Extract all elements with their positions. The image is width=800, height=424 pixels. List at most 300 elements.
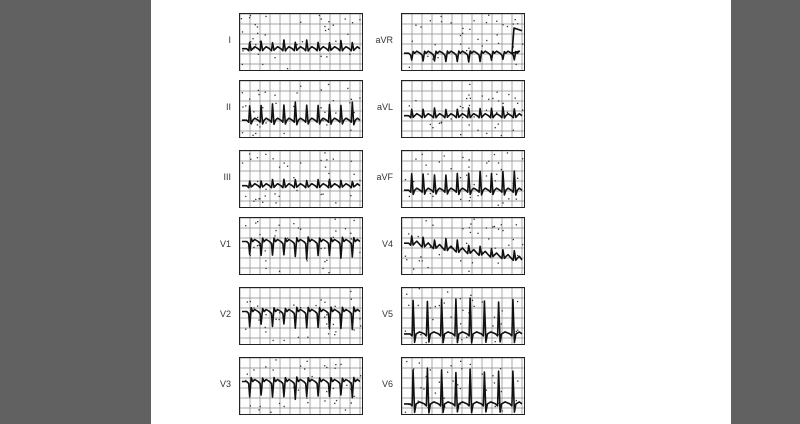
grid-dot <box>265 34 266 35</box>
grid-dot <box>265 92 266 93</box>
grid-dot <box>422 154 423 155</box>
grid-dot <box>265 122 266 123</box>
grid-dot <box>328 29 329 30</box>
ecg-trace <box>402 81 524 137</box>
grid-dot <box>441 21 442 22</box>
grid-dot <box>462 28 463 29</box>
grid-dot <box>255 133 256 134</box>
grid-dot <box>335 368 336 369</box>
ecg-strip <box>401 80 525 138</box>
grid-dot <box>258 198 259 199</box>
grid-dot <box>307 260 308 261</box>
grid-dot <box>359 180 360 181</box>
grid-dot <box>335 41 336 42</box>
grid-dot <box>284 133 285 134</box>
grid-dot <box>253 369 254 370</box>
grid-dot <box>477 130 478 131</box>
grid-dot <box>279 403 280 404</box>
grid-dot <box>287 166 288 167</box>
grid-dot <box>517 301 518 302</box>
grid-dot <box>426 165 427 166</box>
grid-dot <box>502 202 503 203</box>
grid-dot <box>265 195 266 196</box>
grid-dot <box>274 193 275 194</box>
grid-dot <box>287 238 288 239</box>
grid-dot <box>262 64 263 65</box>
grid-dot <box>460 199 461 200</box>
grid-dot <box>349 102 350 103</box>
grid-dot <box>477 39 478 40</box>
grid-dot <box>345 18 346 19</box>
lead-label: III <box>223 172 231 182</box>
grid-dot <box>324 365 325 366</box>
grid-dot <box>351 238 352 239</box>
grid-dot <box>462 228 463 229</box>
grid-dot <box>502 103 503 104</box>
grid-dot <box>516 331 517 332</box>
grid-dot <box>242 106 243 107</box>
grid-dot <box>409 105 410 106</box>
grid-dot <box>413 269 414 270</box>
grid-dot <box>245 329 246 330</box>
grid-dot <box>324 400 325 401</box>
grid-dot <box>469 84 470 85</box>
grid-dot <box>492 325 493 326</box>
grid-dot <box>498 229 499 230</box>
grid-dot <box>334 334 335 335</box>
grid-dot <box>419 260 420 261</box>
grid-dot <box>307 337 308 338</box>
grid-dot <box>260 406 261 407</box>
lead-label: V6 <box>381 379 393 389</box>
grid-dot <box>469 29 470 30</box>
grid-dot <box>333 25 334 26</box>
grid-dot <box>496 21 497 22</box>
grid-dot <box>486 162 487 163</box>
grid-dot <box>298 227 299 228</box>
grid-dot <box>335 219 336 220</box>
lead-label: aVF <box>376 172 393 182</box>
grid-dot <box>273 340 274 341</box>
grid-dot <box>513 239 514 240</box>
grid-dot <box>333 388 334 389</box>
grid-dot <box>486 40 487 41</box>
ecg-trace <box>240 14 362 70</box>
grid-dot <box>408 305 409 306</box>
lead-label: V2 <box>219 309 231 319</box>
grid-dot <box>444 155 445 156</box>
grid-dot <box>415 159 416 160</box>
grid-dot <box>444 302 445 303</box>
grid-dot <box>300 307 301 308</box>
grid-dot <box>460 35 461 36</box>
grid-dot <box>279 319 280 320</box>
grid-dot <box>345 409 346 410</box>
grid-dot <box>513 130 514 131</box>
grid-dot <box>293 305 294 306</box>
grid-dot <box>405 412 406 413</box>
grid-dot <box>354 329 355 330</box>
grid-dot <box>468 271 469 272</box>
grid-dot <box>273 158 274 159</box>
grid-dot <box>412 41 413 42</box>
grid-dot <box>502 24 503 25</box>
grid-dot <box>462 310 463 311</box>
grid-dot <box>418 236 419 237</box>
grid-dot <box>515 19 516 20</box>
grid-dot <box>287 68 288 69</box>
grid-dot <box>324 316 325 317</box>
grid-dot <box>351 402 352 403</box>
grid-dot <box>350 233 351 234</box>
grid-dot <box>502 230 503 231</box>
grid-dot <box>469 105 470 106</box>
grid-dot <box>502 410 503 411</box>
grid-dot <box>335 331 336 332</box>
grid-dot <box>451 168 452 169</box>
grid-dot <box>466 175 467 176</box>
grid-dot <box>462 157 463 158</box>
grid-dot <box>451 118 452 119</box>
grid-dot <box>430 20 431 21</box>
grid-dot <box>275 103 276 104</box>
grid-dot <box>441 122 442 123</box>
grid-dot <box>513 23 514 24</box>
grid-dot <box>257 26 258 27</box>
grid-dot <box>321 160 322 161</box>
ecg-trace <box>240 218 362 274</box>
grid-dot <box>336 400 337 401</box>
grid-dot <box>284 406 285 407</box>
grid-dot <box>474 219 475 220</box>
grid-dot <box>307 402 308 403</box>
grid-dot <box>300 86 301 87</box>
grid-dot <box>335 306 336 307</box>
grid-dot <box>432 225 433 226</box>
grid-dot <box>258 54 259 55</box>
grid-dot <box>302 41 303 42</box>
grid-dot <box>420 334 421 335</box>
grid-dot <box>242 50 243 51</box>
grid-dot <box>495 406 496 407</box>
grid-dot <box>321 89 322 90</box>
grid-dot <box>496 174 497 175</box>
grid-dot <box>460 44 461 45</box>
grid-dot <box>435 306 436 307</box>
grid-dot <box>522 44 523 45</box>
grid-dot <box>360 325 361 326</box>
grid-dot <box>265 331 266 332</box>
grid-dot <box>470 232 471 233</box>
ecg-sheet <box>151 0 731 424</box>
grid-dot <box>354 220 355 221</box>
grid-dot <box>495 341 496 342</box>
grid-dot <box>494 382 495 383</box>
grid-dot <box>300 366 301 367</box>
grid-dot <box>284 162 285 163</box>
grid-dot <box>319 15 320 16</box>
grid-dot <box>245 196 246 197</box>
grid-dot <box>354 396 355 397</box>
grid-dot <box>498 263 499 264</box>
grid-dot <box>325 30 326 31</box>
grid-dot <box>249 17 250 18</box>
grid-dot <box>409 196 410 197</box>
grid-dot <box>461 339 462 340</box>
grid-dot <box>359 252 360 253</box>
grid-dot <box>250 405 251 406</box>
grid-dot <box>324 152 325 153</box>
ecg-strip <box>401 357 525 415</box>
ecg-strip <box>401 217 525 275</box>
grid-dot <box>326 323 327 324</box>
grid-dot <box>408 233 409 234</box>
grid-dot <box>405 331 406 332</box>
lead-label: V3 <box>219 379 231 389</box>
grid-dot <box>247 374 248 375</box>
lead-label: aVL <box>376 102 393 112</box>
grid-dot <box>413 181 414 182</box>
grid-dot <box>242 162 243 163</box>
grid-dot <box>265 366 266 367</box>
grid-dot <box>472 262 473 263</box>
grid-dot <box>241 18 242 19</box>
grid-dot <box>242 132 243 133</box>
grid-dot <box>293 177 294 178</box>
grid-dot <box>482 95 483 96</box>
grid-dot <box>258 94 259 95</box>
grid-dot <box>432 196 433 197</box>
grid-dot <box>312 376 313 377</box>
grid-dot <box>500 368 501 369</box>
grid-dot <box>488 99 489 100</box>
grid-dot <box>507 26 508 27</box>
grid-dot <box>460 323 461 324</box>
grid-dot <box>469 159 470 160</box>
grid-dot <box>522 244 523 245</box>
grid-dot <box>460 134 461 135</box>
grid-dot <box>322 120 323 121</box>
grid-dot <box>406 361 407 362</box>
grid-dot <box>502 310 503 311</box>
grid-dot <box>501 224 502 225</box>
grid-dot <box>460 361 461 362</box>
grid-dot <box>486 175 487 176</box>
grid-dot <box>322 268 323 269</box>
grid-dot <box>359 318 360 319</box>
grid-dot <box>439 254 440 255</box>
grid-dot <box>498 100 499 101</box>
grid-dot <box>335 202 336 203</box>
grid-dot <box>335 112 336 113</box>
grid-dot <box>415 25 416 26</box>
grid-dot <box>517 255 518 256</box>
grid-dot <box>508 245 509 246</box>
grid-dot <box>494 226 495 227</box>
grid-dot <box>354 174 355 175</box>
grid-dot <box>322 194 323 195</box>
grid-dot <box>516 199 517 200</box>
grid-dot <box>439 305 440 306</box>
grid-dot <box>453 380 454 381</box>
grid-dot <box>258 319 259 320</box>
grid-dot <box>279 196 280 197</box>
grid-dot <box>495 127 496 128</box>
grid-dot <box>253 247 254 248</box>
grid-dot <box>350 130 351 131</box>
grid-dot <box>466 98 467 99</box>
grid-dot <box>405 256 406 257</box>
grid-dot <box>508 198 509 199</box>
ecg-strip <box>239 13 363 71</box>
grid-dot <box>470 364 471 365</box>
grid-dot <box>419 362 420 363</box>
grid-dot <box>508 94 509 95</box>
grid-dot <box>495 180 496 181</box>
grid-dot <box>516 64 517 65</box>
grid-dot <box>262 107 263 108</box>
grid-dot <box>257 181 258 182</box>
grid-dot <box>326 124 327 125</box>
grid-dot <box>498 162 499 163</box>
grid-dot <box>351 299 352 300</box>
grid-dot <box>498 124 499 125</box>
grid-dot <box>257 306 258 307</box>
grid-dot <box>306 398 307 399</box>
grid-dot <box>420 256 421 257</box>
grid-dot <box>488 15 489 16</box>
grid-dot <box>258 409 259 410</box>
grid-dot <box>420 26 421 27</box>
grid-dot <box>482 45 483 46</box>
grid-dot <box>324 112 325 113</box>
grid-dot <box>461 368 462 369</box>
grid-dot <box>300 162 301 163</box>
grid-dot <box>469 200 470 201</box>
grid-dot <box>245 105 246 106</box>
grid-dot <box>298 337 299 338</box>
ecg-trace <box>402 358 524 414</box>
ecg-trace <box>240 151 362 207</box>
grid-dot <box>486 22 487 23</box>
grid-dot <box>262 202 263 203</box>
grid-dot <box>497 34 498 35</box>
grid-dot <box>507 112 508 113</box>
ecg-strip <box>401 13 525 71</box>
grid-dot <box>495 248 496 249</box>
grid-dot <box>328 173 329 174</box>
grid-dot <box>439 382 440 383</box>
grid-dot <box>350 291 351 292</box>
grid-dot <box>255 222 256 223</box>
grid-dot <box>321 18 322 19</box>
grid-dot <box>352 22 353 23</box>
grid-dot <box>242 64 243 65</box>
grid-dot <box>515 98 516 99</box>
ecg-trace <box>240 288 362 344</box>
ecg-strip <box>239 150 363 208</box>
grid-dot <box>265 327 266 328</box>
grid-dot <box>419 288 420 289</box>
grid-dot <box>333 237 334 238</box>
grid-dot <box>257 157 258 158</box>
ecg-trace <box>402 288 524 344</box>
grid-dot <box>265 314 266 315</box>
grid-dot <box>257 117 258 118</box>
grid-dot <box>321 248 322 249</box>
grid-dot <box>324 302 325 303</box>
grid-dot <box>477 233 478 234</box>
grid-dot <box>488 238 489 239</box>
grid-dot <box>307 361 308 362</box>
grid-dot <box>257 245 258 246</box>
grid-dot <box>522 158 523 159</box>
grid-dot <box>351 99 352 100</box>
grid-dot <box>482 374 483 375</box>
grid-dot <box>486 227 487 228</box>
grid-dot <box>486 390 487 391</box>
grid-dot <box>351 161 352 162</box>
grid-dot <box>242 31 243 32</box>
grid-dot <box>462 33 463 34</box>
grid-dot <box>321 299 322 300</box>
grid-dot <box>350 195 351 196</box>
grid-dot <box>415 100 416 101</box>
grid-dot <box>420 387 421 388</box>
grid-dot <box>296 92 297 93</box>
grid-dot <box>460 106 461 107</box>
grid-dot <box>273 369 274 370</box>
grid-dot <box>250 159 251 160</box>
grid-dot <box>474 184 475 185</box>
grid-dot <box>253 201 254 202</box>
grid-dot <box>279 167 280 168</box>
grid-dot <box>300 22 301 23</box>
grid-dot <box>326 56 327 57</box>
grid-dot <box>347 88 348 89</box>
grid-dot <box>257 33 258 34</box>
grid-dot <box>250 15 251 16</box>
grid-dot <box>360 375 361 376</box>
grid-dot <box>468 48 469 49</box>
grid-dot <box>427 173 428 174</box>
grid-dot <box>333 324 334 325</box>
grid-dot <box>451 365 452 366</box>
grid-dot <box>324 248 325 249</box>
lead-label: V5 <box>381 309 393 319</box>
grid-dot <box>494 154 495 155</box>
grid-dot <box>274 57 275 58</box>
grid-dot <box>259 126 260 127</box>
grid-dot <box>259 234 260 235</box>
grid-dot <box>304 368 305 369</box>
grid-dot <box>265 268 266 269</box>
grid-dot <box>335 364 336 365</box>
grid-dot <box>321 56 322 57</box>
grid-dot <box>247 301 248 302</box>
grid-dot <box>517 330 518 331</box>
grid-dot <box>325 167 326 168</box>
grid-dot <box>488 161 489 162</box>
grid-dot <box>439 161 440 162</box>
grid-dot <box>279 312 280 313</box>
grid-dot <box>474 116 475 117</box>
grid-dot <box>470 223 471 224</box>
grid-dot <box>501 391 502 392</box>
grid-dot <box>274 235 275 236</box>
grid-dot <box>333 159 334 160</box>
grid-dot <box>255 24 256 25</box>
